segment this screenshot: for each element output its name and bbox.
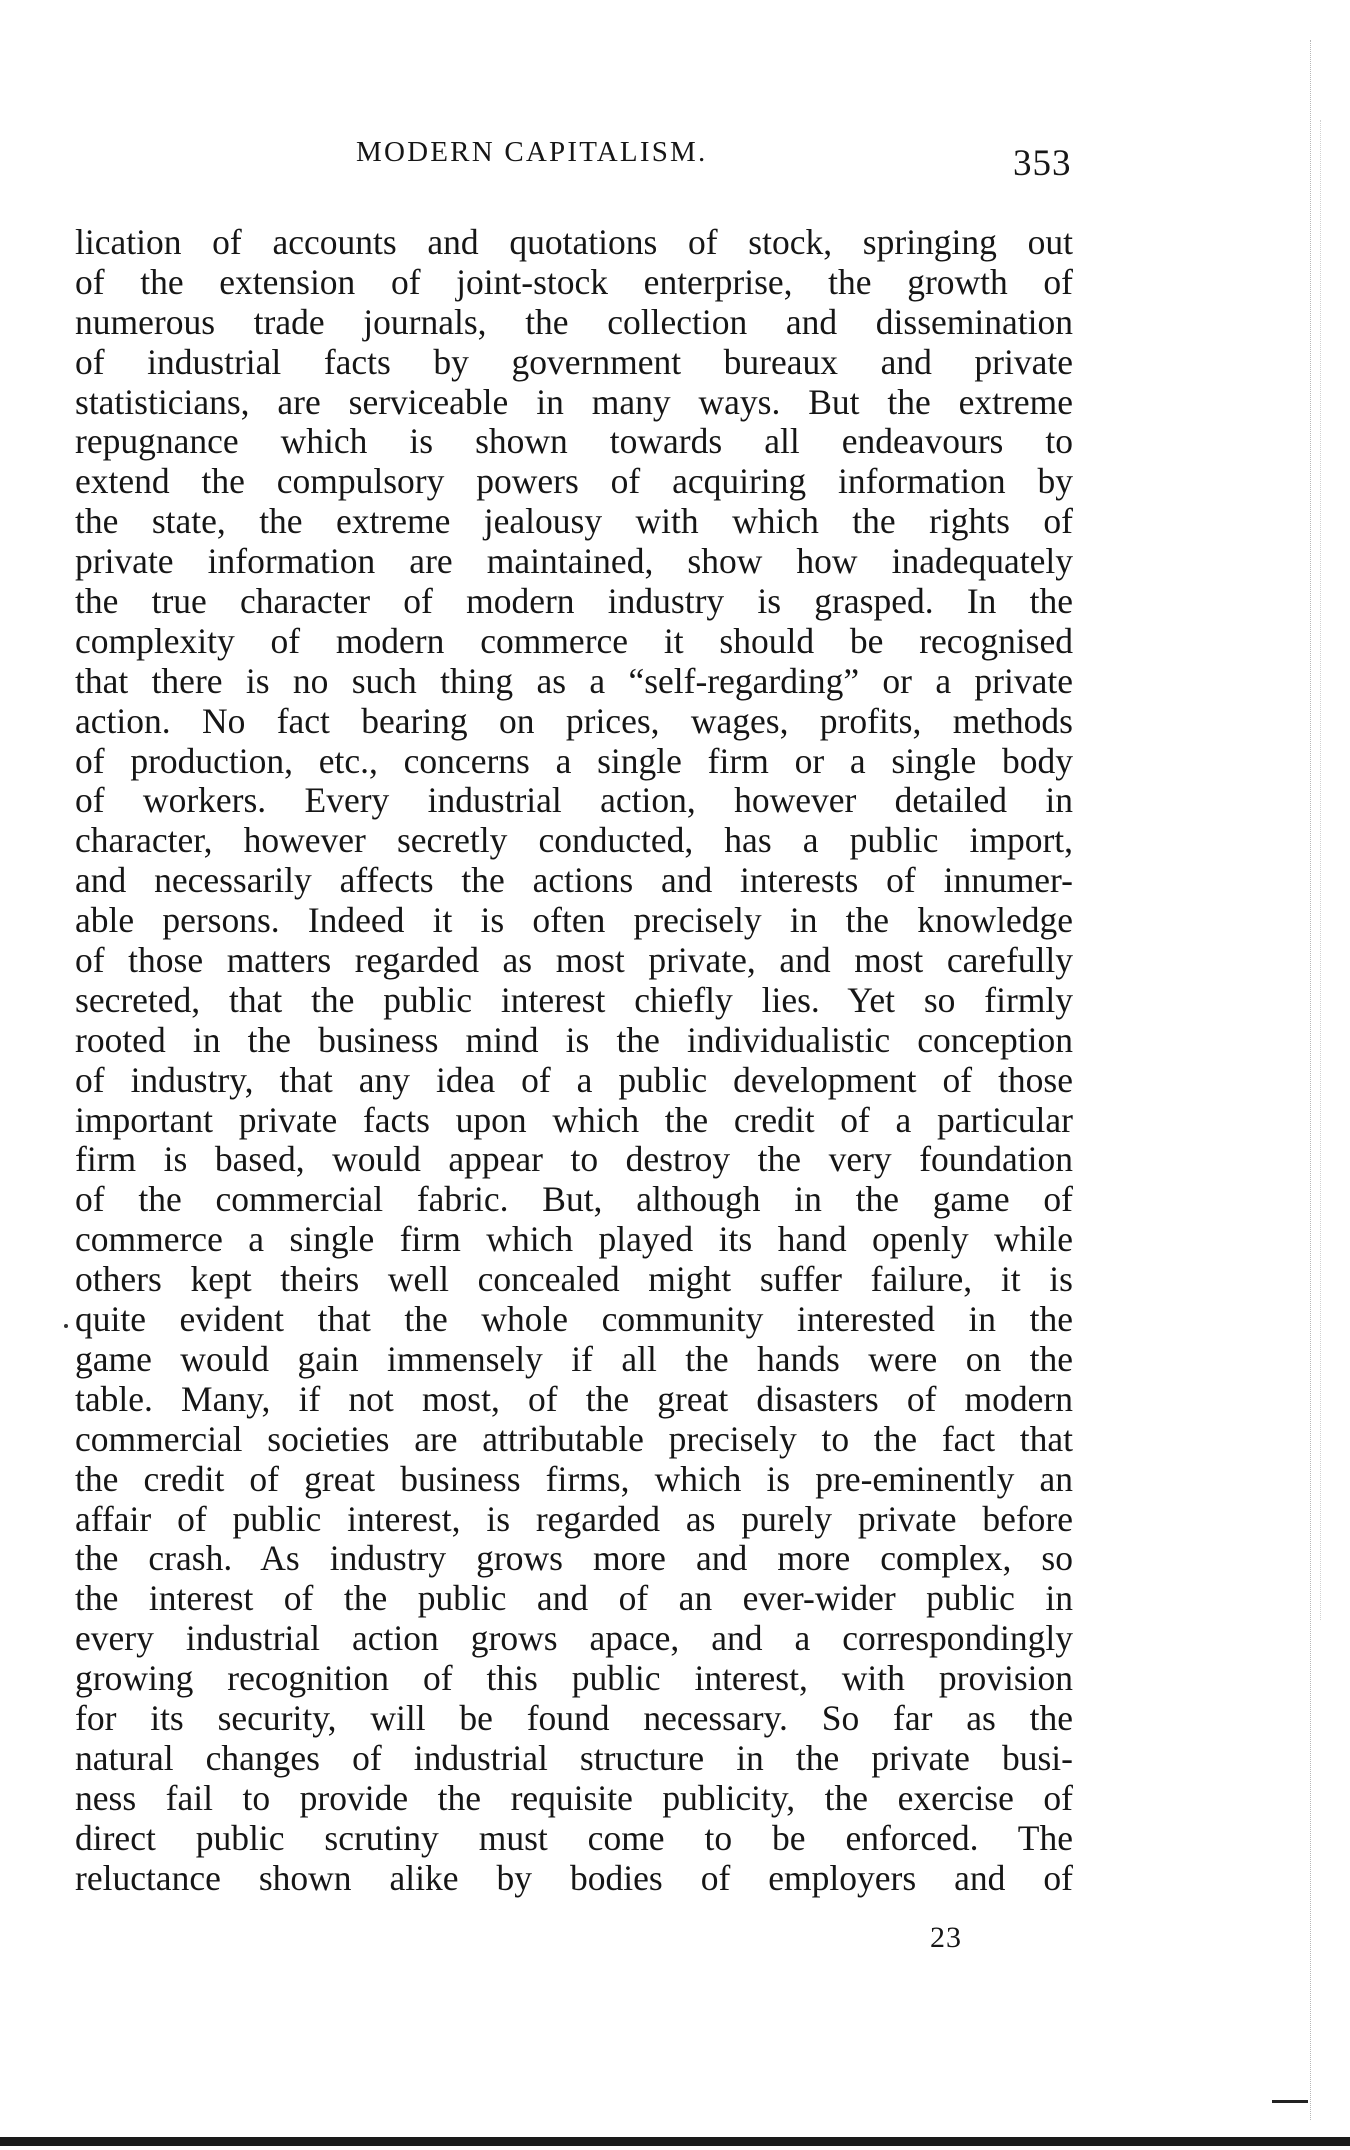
text-line: for its security, will be found necessary. So far as the [75, 1698, 1073, 1738]
text-line: commerce a single firm which played its hand openly while [75, 1220, 1073, 1260]
text-line: direct public scrutiny must come to be enforced. The [75, 1818, 1073, 1858]
text-line: natural changes of industrial structure in the private busi- [75, 1738, 1073, 1778]
text-line: reluctance shown alike by bodies of employers and of [75, 1858, 1073, 1898]
text-line: the state, the extreme jealousy with which the rights of [75, 502, 1073, 542]
scan-edge-noise [1310, 40, 1319, 2120]
text-line: others kept theirs well concealed might suffer failure, it is [75, 1260, 1073, 1300]
text-line: affair of public interest, is regarded as purely private before [75, 1499, 1073, 1539]
body-text [75, 223, 1073, 1898]
text-line: action. No fact bearing on prices, wages, profits, methods [75, 701, 1073, 741]
text-line: the credit of great business firms, which is pre-eminently an [75, 1459, 1073, 1499]
text-line: and necessarily affects the actions and interests of innumer- [75, 861, 1073, 901]
text-line: able persons. Indeed it is often precisely in the knowledge [75, 901, 1073, 941]
text-line: game would gain immensely if all the hands were on the [75, 1339, 1073, 1379]
text-line: of the commercial fabric. But, although in the game of [75, 1180, 1073, 1220]
text-line: firm is based, would appear to destroy the very foundation [75, 1140, 1073, 1180]
text-line: of workers. Every industrial action, however detailed in [75, 781, 1073, 821]
text-line: of the extension of joint-stock enterprise, the growth of [75, 262, 1073, 302]
stray-ink-mark [64, 1324, 68, 1328]
text-line: the true character of modern industry is grasped. In the [75, 582, 1073, 622]
scan-edge-noise-secondary [1320, 120, 1325, 1620]
text-line: of production, etc., concerns a single firm or a single body [75, 741, 1073, 781]
text-line: extend the compulsory powers of acquiring information by [75, 462, 1073, 502]
text-line: of industrial facts by government bureaux and private [75, 342, 1073, 382]
text-line: of industry, that any idea of a public development of those [75, 1060, 1073, 1100]
scan-bottom-border [0, 2137, 1350, 2146]
page-number: 353 [1013, 143, 1072, 184]
text-line: rooted in the business mind is the individualistic conception [75, 1020, 1073, 1060]
text-line: ness fail to provide the requisite publicity, the exercise of [75, 1778, 1073, 1818]
text-line: of those matters regarded as most private, and most carefully [75, 941, 1073, 981]
scan-corner-mark [1272, 2100, 1308, 2103]
text-line: secreted, that the public interest chiefly lies. Yet so firmly [75, 980, 1073, 1020]
text-line: commercial societies are attributable precisely to the fact that [75, 1419, 1073, 1459]
text-line: the interest of the public and of an ever-wider public in [75, 1579, 1073, 1619]
running-head-title: MODERN CAPITALISM. [356, 136, 708, 168]
text-line: growing recognition of this public interest, with provision [75, 1659, 1073, 1699]
text-line: important private facts upon which the credit of a particular [75, 1100, 1073, 1140]
text-line: complexity of modern commerce it should be recognised [75, 621, 1073, 661]
text-line: the crash. As industry grows more and more complex, so [75, 1539, 1073, 1579]
text-line: lication of accounts and quotations of stock, springing out [75, 223, 1073, 262]
text-line: table. Many, if not most, of the great disasters of modern [75, 1379, 1073, 1419]
text-line: quite evident that the whole community interested in the [75, 1300, 1073, 1340]
text-line: statisticians, are serviceable in many ways. But the extreme [75, 382, 1073, 422]
text-line: every industrial action grows apace, and a correspondingly [75, 1619, 1073, 1659]
text-line: repugnance which is shown towards all endeavours to [75, 422, 1073, 462]
text-line: that there is no such thing as a “self-regarding” or a private [75, 661, 1073, 701]
text-line: numerous trade journals, the collection and dissemination [75, 302, 1073, 342]
text-line: private information are maintained, show how inadequately [75, 542, 1073, 582]
text-line: character, however secretly conducted, has a public import, [75, 821, 1073, 861]
printer-signature-mark: 23 [930, 1921, 962, 1954]
